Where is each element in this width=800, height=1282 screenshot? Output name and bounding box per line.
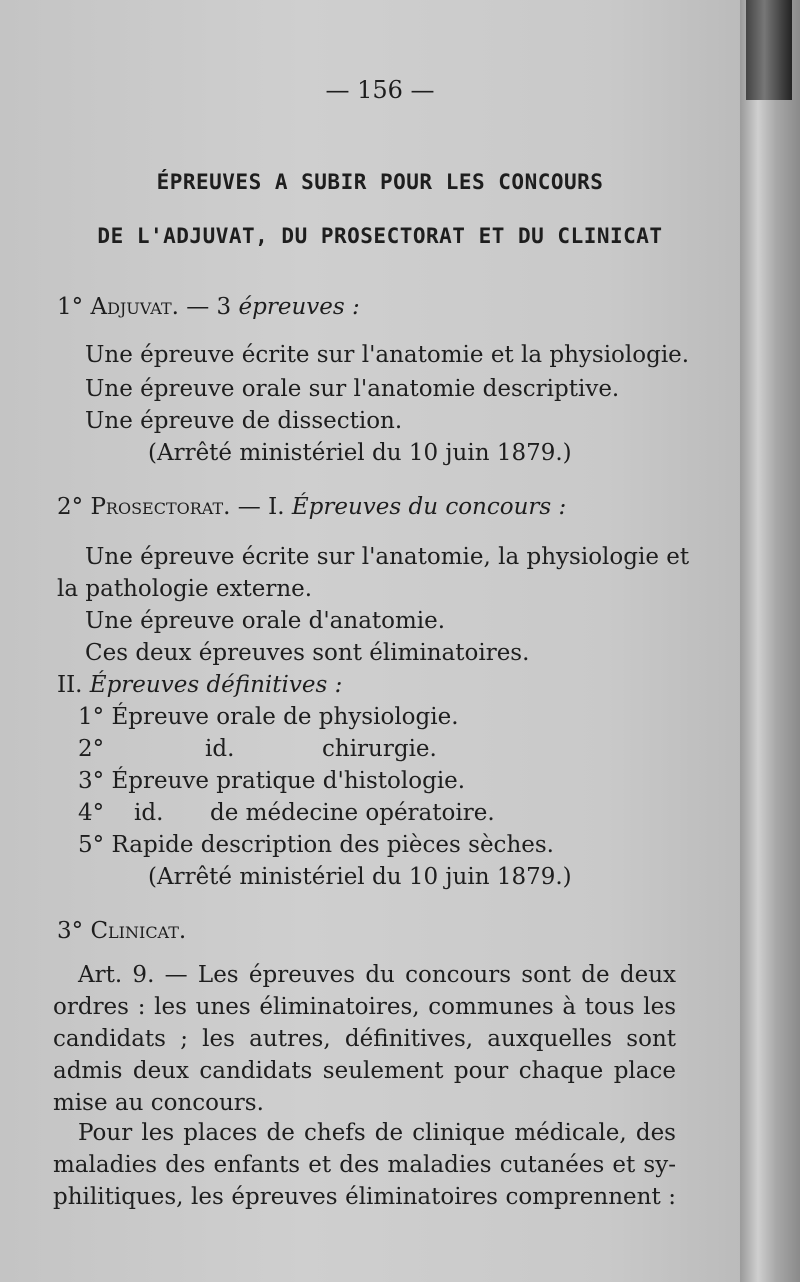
prosectorat-line-3: Une épreuve orale d'anatomie. xyxy=(85,608,446,634)
adjuvat-epreuves: épreuves : xyxy=(238,294,360,320)
prosectorat-part1: — I. xyxy=(237,494,285,520)
prosectorat-part2-label: Épreuves définitives : xyxy=(89,672,343,698)
clinicat-heading xyxy=(57,918,186,944)
prosectorat-name: Prosectorat. xyxy=(90,494,231,520)
clinicat-number: 3° xyxy=(57,918,84,944)
list-item xyxy=(78,736,104,762)
adjuvat-name: Adjuvat. xyxy=(90,294,179,320)
list-item xyxy=(78,704,459,730)
list-item-number: 3° xyxy=(78,768,105,794)
prosectorat-heading xyxy=(57,494,566,520)
list-item xyxy=(78,768,465,794)
adjuvat-line-3: Une épreuve de dissection. xyxy=(85,408,403,434)
adjuvat-heading xyxy=(57,294,360,320)
prosectorat-decree: (Arrêté ministériel du 10 juin 1879.) xyxy=(148,864,572,890)
prosectorat-line-2: la pathologie externe. xyxy=(57,576,313,602)
list-item-number: 1° xyxy=(78,704,105,730)
adjuvat-dash: — 3 xyxy=(186,294,232,320)
list-item xyxy=(78,832,554,858)
article-line-2: ordres : les unes éliminatoires, communes à tous les xyxy=(53,994,676,1020)
article-line-1: Art. 9. — Les épreuves du concours sont de deux xyxy=(78,962,676,988)
clinicat-name: Clinicat. xyxy=(90,918,187,944)
prosectorat-part2-heading xyxy=(57,672,342,698)
adjuvat-number: 1° xyxy=(57,294,84,320)
list-item-text: id. xyxy=(134,800,164,826)
article-line-5: mise au concours. xyxy=(53,1090,264,1116)
list-item-number: 4° xyxy=(78,800,105,826)
adjuvat-decree: (Arrêté ministériel du 10 juin 1879.) xyxy=(148,440,572,466)
paragraph-line-1: Pour les places de chefs de clinique médicale, des xyxy=(78,1120,676,1146)
article-line-4: admis deux candidats seulement pour chaque place xyxy=(53,1058,676,1084)
paragraph-line-2: maladies des enfants et des maladies cutanées et sy- xyxy=(53,1152,676,1178)
list-item-text: Épreuve pratique d'histologie. xyxy=(111,768,466,794)
title-line-2: DE L'ADJUVAT, DU PROSECTORAT ET DU CLINICAT xyxy=(97,224,663,248)
prosectorat-epreuves: Épreuves du concours : xyxy=(291,494,567,520)
list-item-text: Rapide description des pièces sèches. xyxy=(111,832,554,858)
prosectorat-line-4: Ces deux épreuves sont éliminatoires. xyxy=(85,640,530,666)
article-line-3: candidats ; les autres, définitives, auxquelles sont xyxy=(53,1026,676,1052)
list-item-text-2: de médecine opératoire. xyxy=(210,800,495,826)
list-item-number: 2° xyxy=(78,736,105,762)
list-item-text-2: chirurgie. xyxy=(322,736,437,762)
adjuvat-line-1: Une épreuve écrite sur l'anatomie et la physiologie. xyxy=(85,342,690,368)
list-item-text: id. xyxy=(205,736,235,762)
paragraph-line-3: philitiques, les épreuves éliminatoires comprennent : xyxy=(53,1184,676,1210)
prosectorat-number: 2° xyxy=(57,494,84,520)
list-item-number: 5° xyxy=(78,832,105,858)
list-item-text: Épreuve orale de physiologie. xyxy=(111,704,459,730)
page-number: — 156 — xyxy=(325,76,435,104)
list-item xyxy=(78,800,104,826)
adjuvat-line-2: Une épreuve orale sur l'anatomie descriptive. xyxy=(85,376,620,402)
title-line-1: ÉPREUVES A SUBIR POUR LES CONCOURS xyxy=(156,170,604,194)
prosectorat-part2-number: II. xyxy=(57,672,83,698)
prosectorat-line-1: Une épreuve écrite sur l'anatomie, la physiologie et xyxy=(85,544,690,570)
